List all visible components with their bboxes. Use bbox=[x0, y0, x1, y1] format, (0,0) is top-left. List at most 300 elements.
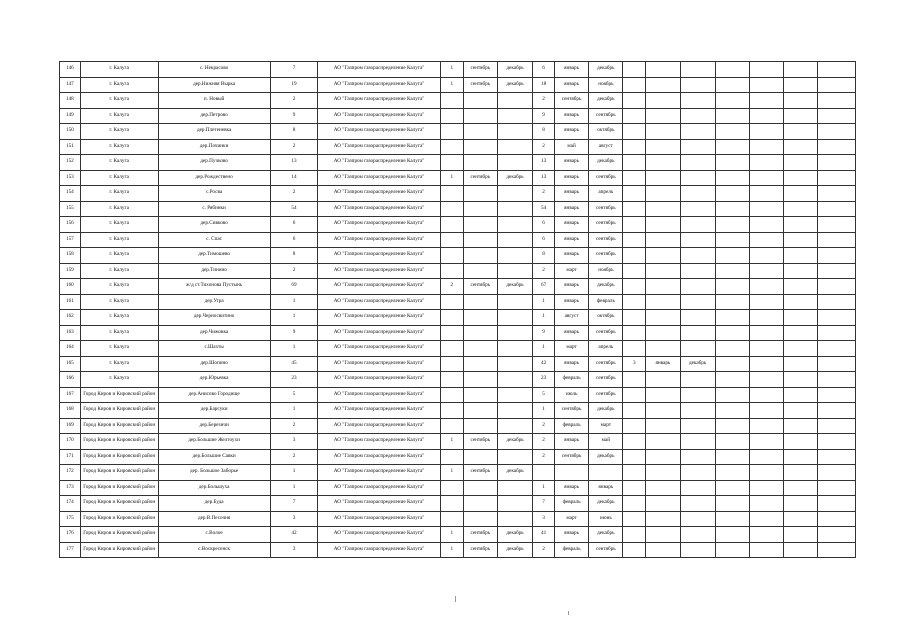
table-cell: 150 bbox=[60, 124, 81, 140]
table-cell: февраль bbox=[554, 372, 588, 388]
table-cell bbox=[818, 155, 856, 171]
table-cell bbox=[680, 496, 715, 512]
table-cell: 54 bbox=[270, 201, 318, 217]
table-cell: 9 bbox=[533, 108, 555, 124]
table-cell bbox=[440, 387, 463, 403]
table-cell: декабрь bbox=[589, 403, 623, 419]
table-cell: АО "Газпром газораспределение Калуга" bbox=[318, 155, 440, 171]
table-row bbox=[60, 325, 856, 341]
table-cell bbox=[440, 155, 463, 171]
table-cell bbox=[440, 93, 463, 109]
table-cell bbox=[680, 511, 715, 527]
table-cell bbox=[440, 480, 463, 496]
table-cell bbox=[463, 310, 497, 326]
table-cell bbox=[646, 217, 680, 233]
table-cell bbox=[750, 108, 784, 124]
table-row bbox=[60, 480, 856, 496]
table-cell bbox=[646, 108, 680, 124]
table-cell: Город Киров и Кировский район bbox=[80, 496, 158, 512]
table-cell: 2 bbox=[533, 186, 555, 202]
table-cell: декабрь bbox=[680, 356, 715, 372]
table-cell bbox=[440, 263, 463, 279]
table-cell bbox=[463, 387, 497, 403]
table-cell: май bbox=[554, 139, 588, 155]
table-cell bbox=[646, 62, 680, 78]
table-cell: 1 bbox=[440, 77, 463, 93]
table-cell bbox=[440, 356, 463, 372]
table-cell bbox=[497, 139, 532, 155]
table-cell: декабрь bbox=[497, 279, 532, 295]
table-cell bbox=[680, 449, 715, 465]
table-cell bbox=[646, 124, 680, 140]
table-cell bbox=[646, 232, 680, 248]
table-cell: 146 bbox=[60, 62, 81, 78]
table-cell: АО "Газпром газораспределение Калуга" bbox=[318, 341, 440, 357]
table-cell bbox=[623, 294, 646, 310]
table-cell bbox=[646, 201, 680, 217]
table-cell bbox=[680, 465, 715, 481]
table-cell: АО "Газпром газораспределение Калуга" bbox=[318, 217, 440, 233]
table-cell: январь bbox=[554, 325, 588, 341]
table-cell: сентябрь bbox=[589, 108, 623, 124]
table-cell bbox=[715, 279, 749, 295]
table-row bbox=[60, 496, 856, 512]
table-cell: дер.Юрьевка bbox=[158, 372, 270, 388]
table-cell: АО "Газпром газораспределение Калуга" bbox=[318, 372, 440, 388]
table-cell: 5 bbox=[270, 387, 318, 403]
table-cell: сентябрь bbox=[589, 356, 623, 372]
table-row bbox=[60, 527, 856, 543]
table-cell: 69 bbox=[270, 279, 318, 295]
table-cell bbox=[715, 325, 749, 341]
table-cell bbox=[646, 511, 680, 527]
table-cell bbox=[680, 263, 715, 279]
table-row bbox=[60, 186, 856, 202]
table-cell: сентябрь bbox=[589, 325, 623, 341]
table-cell bbox=[646, 496, 680, 512]
table-cell: 1 bbox=[270, 480, 318, 496]
table-cell: 9 bbox=[270, 108, 318, 124]
table-cell: дер.Рождествено bbox=[158, 170, 270, 186]
table-cell bbox=[646, 77, 680, 93]
table-cell: АО "Газпром газораспределение Калуга" bbox=[318, 511, 440, 527]
table-row bbox=[60, 77, 856, 93]
table-cell bbox=[646, 542, 680, 558]
table-cell: 149 bbox=[60, 108, 81, 124]
table-cell: 1 bbox=[533, 341, 555, 357]
table-cell: сентябрь bbox=[463, 434, 497, 450]
table-cell bbox=[818, 465, 856, 481]
table-cell: АО "Газпром газораспределение Калуга" bbox=[318, 465, 440, 481]
table-cell: 1 bbox=[440, 542, 463, 558]
table-cell bbox=[784, 511, 818, 527]
table-cell: 151 bbox=[60, 139, 81, 155]
table-row bbox=[60, 108, 856, 124]
table-row bbox=[60, 341, 856, 357]
table-cell bbox=[680, 155, 715, 171]
table-cell bbox=[623, 217, 646, 233]
table-cell bbox=[715, 248, 749, 264]
table-cell: 171 bbox=[60, 449, 81, 465]
table-cell bbox=[750, 496, 784, 512]
table-cell bbox=[818, 77, 856, 93]
table-cell: 2 bbox=[533, 449, 555, 465]
table-cell bbox=[623, 387, 646, 403]
table-cell bbox=[463, 124, 497, 140]
table-cell: март bbox=[589, 418, 623, 434]
table-row bbox=[60, 170, 856, 186]
table-row bbox=[60, 217, 856, 233]
table-cell: 42 bbox=[270, 527, 318, 543]
table-cell bbox=[497, 201, 532, 217]
table-cell: 9 bbox=[270, 325, 318, 341]
table-cell bbox=[680, 93, 715, 109]
table-cell: с.Воскресенск bbox=[158, 542, 270, 558]
table-cell: 7 bbox=[270, 496, 318, 512]
table-cell: январь bbox=[554, 62, 588, 78]
table-cell bbox=[463, 139, 497, 155]
table-cell: 8 bbox=[533, 248, 555, 264]
table-cell bbox=[818, 480, 856, 496]
table-cell bbox=[818, 201, 856, 217]
table-cell bbox=[440, 217, 463, 233]
table-cell: Город Киров и Кировский район bbox=[80, 403, 158, 419]
table-row bbox=[60, 465, 856, 481]
table-cell bbox=[715, 310, 749, 326]
table-cell: сентябрь bbox=[589, 232, 623, 248]
table-cell: 2 bbox=[270, 449, 318, 465]
table-cell: 1 bbox=[440, 170, 463, 186]
table-cell bbox=[680, 310, 715, 326]
table-cell bbox=[623, 511, 646, 527]
table-cell: февраль bbox=[554, 418, 588, 434]
table-cell: 2 bbox=[533, 139, 555, 155]
table-cell bbox=[818, 372, 856, 388]
table-cell: дер.Большие Желтоухи bbox=[158, 434, 270, 450]
table-cell: 160 bbox=[60, 279, 81, 295]
table-cell bbox=[623, 155, 646, 171]
table-cell: АО "Газпром газораспределение Калуга" bbox=[318, 294, 440, 310]
table-cell: АО "Газпром газораспределение Калуга" bbox=[318, 124, 440, 140]
table-cell: 9 bbox=[533, 325, 555, 341]
table-cell bbox=[440, 511, 463, 527]
table-cell bbox=[818, 418, 856, 434]
table-cell: 1 bbox=[533, 294, 555, 310]
table-cell: 14 bbox=[270, 170, 318, 186]
table-cell: 13 bbox=[533, 155, 555, 171]
table-cell: 1 bbox=[440, 465, 463, 481]
table-cell bbox=[750, 325, 784, 341]
table-cell: декабрь bbox=[497, 77, 532, 93]
table-cell: 2 bbox=[533, 418, 555, 434]
table-cell bbox=[646, 155, 680, 171]
table-cell bbox=[440, 325, 463, 341]
table-cell bbox=[463, 341, 497, 357]
table-cell: январь bbox=[554, 217, 588, 233]
table-cell: декабрь bbox=[589, 496, 623, 512]
table-cell: 2 bbox=[440, 279, 463, 295]
table-cell: сентябрь bbox=[463, 170, 497, 186]
table-cell: апрель bbox=[589, 186, 623, 202]
table-cell: 2 bbox=[270, 186, 318, 202]
table-cell bbox=[818, 294, 856, 310]
table-cell: 1 bbox=[270, 465, 318, 481]
table-cell: 1 bbox=[270, 310, 318, 326]
table-cell bbox=[497, 108, 532, 124]
table-cell bbox=[497, 310, 532, 326]
table-cell: АО "Газпром газораспределение Калуга" bbox=[318, 418, 440, 434]
table-cell bbox=[440, 310, 463, 326]
table-cell: г. Калуга bbox=[80, 248, 158, 264]
table-cell: январь bbox=[554, 279, 588, 295]
table-cell bbox=[497, 186, 532, 202]
table-cell: Город Киров и Кировский район bbox=[80, 387, 158, 403]
table-cell: 173 bbox=[60, 480, 81, 496]
table-cell bbox=[818, 542, 856, 558]
table-cell bbox=[440, 449, 463, 465]
table-cell bbox=[818, 170, 856, 186]
table-cell bbox=[646, 263, 680, 279]
table-cell: 5 bbox=[533, 387, 555, 403]
table-cell bbox=[646, 93, 680, 109]
table-cell: 176 bbox=[60, 527, 81, 543]
table-cell bbox=[818, 248, 856, 264]
table-cell bbox=[463, 108, 497, 124]
table-cell bbox=[497, 248, 532, 264]
table-cell: 2 bbox=[533, 263, 555, 279]
table-cell bbox=[680, 186, 715, 202]
table-cell bbox=[440, 232, 463, 248]
table-cell: сентябрь bbox=[463, 279, 497, 295]
table-cell bbox=[463, 263, 497, 279]
table-cell bbox=[750, 449, 784, 465]
table-row bbox=[60, 248, 856, 264]
table-cell bbox=[750, 465, 784, 481]
table-cell: 2 bbox=[270, 93, 318, 109]
table-cell: ноябрь bbox=[589, 263, 623, 279]
table-cell: декабрь bbox=[497, 434, 532, 450]
table-cell: 168 bbox=[60, 403, 81, 419]
table-cell: 156 bbox=[60, 217, 81, 233]
table-cell: 6 bbox=[533, 217, 555, 233]
table-cell bbox=[463, 418, 497, 434]
table-cell: 167 bbox=[60, 387, 81, 403]
table-cell: дер.Петрово bbox=[158, 108, 270, 124]
table-cell: АО "Газпром газораспределение Калуга" bbox=[318, 480, 440, 496]
table-cell: АО "Газпром газораспределение Калуга" bbox=[318, 77, 440, 93]
table-cell: июль bbox=[554, 387, 588, 403]
table-cell bbox=[784, 434, 818, 450]
table-cell bbox=[646, 465, 680, 481]
table-cell: АО "Газпром газораспределение Калуга" bbox=[318, 139, 440, 155]
table-cell: 7 bbox=[533, 496, 555, 512]
table-cell bbox=[784, 186, 818, 202]
table-cell bbox=[818, 356, 856, 372]
table-cell: Город Киров и Кировский район bbox=[80, 480, 158, 496]
table-cell bbox=[784, 248, 818, 264]
table-cell bbox=[623, 186, 646, 202]
table-cell bbox=[715, 465, 749, 481]
table-cell bbox=[680, 232, 715, 248]
table-cell: декабрь bbox=[497, 62, 532, 78]
table-cell: 172 bbox=[60, 465, 81, 481]
table-cell: АО "Газпром газораспределение Калуга" bbox=[318, 403, 440, 419]
table-cell bbox=[715, 434, 749, 450]
table-cell: г. Калуга bbox=[80, 279, 158, 295]
table-cell bbox=[750, 294, 784, 310]
table-cell: декабрь bbox=[589, 527, 623, 543]
table-cell: с. Некрасово bbox=[158, 62, 270, 78]
table-cell bbox=[623, 124, 646, 140]
table-cell: 1 bbox=[270, 403, 318, 419]
table-cell bbox=[497, 341, 532, 357]
table-cell bbox=[784, 108, 818, 124]
table-row bbox=[60, 418, 856, 434]
table-cell: дер.В.Песочня bbox=[158, 511, 270, 527]
table-cell bbox=[784, 139, 818, 155]
table-cell bbox=[440, 496, 463, 512]
table-cell bbox=[750, 248, 784, 264]
table-cell: январь bbox=[554, 232, 588, 248]
table-cell bbox=[680, 418, 715, 434]
table-cell bbox=[463, 232, 497, 248]
table-cell bbox=[750, 480, 784, 496]
table-cell bbox=[680, 77, 715, 93]
table-cell: 1 bbox=[270, 294, 318, 310]
table-cell: г. Калуга bbox=[80, 310, 158, 326]
table-cell: 174 bbox=[60, 496, 81, 512]
table-row bbox=[60, 434, 856, 450]
table-cell: 3 bbox=[270, 511, 318, 527]
table-cell bbox=[623, 108, 646, 124]
table-cell bbox=[818, 403, 856, 419]
table-cell: 157 bbox=[60, 232, 81, 248]
table-cell bbox=[623, 496, 646, 512]
table-cell bbox=[818, 139, 856, 155]
table-cell: дер.Нижняя Вырка bbox=[158, 77, 270, 93]
table-cell: 3 bbox=[270, 542, 318, 558]
table-cell bbox=[715, 372, 749, 388]
table-cell bbox=[784, 294, 818, 310]
table-cell bbox=[463, 480, 497, 496]
table-cell: 1 bbox=[533, 480, 555, 496]
table-cell bbox=[680, 480, 715, 496]
table-cell: г. Калуга bbox=[80, 356, 158, 372]
table-cell: декабрь bbox=[589, 93, 623, 109]
table-cell: сентябрь bbox=[554, 93, 588, 109]
table-cell: декабрь bbox=[589, 279, 623, 295]
table-cell bbox=[750, 201, 784, 217]
table-cell bbox=[750, 217, 784, 233]
table-row bbox=[60, 139, 856, 155]
table-cell: 155 bbox=[60, 201, 81, 217]
table-cell bbox=[784, 527, 818, 543]
table-cell: 6 bbox=[533, 62, 555, 78]
table-cell: дер.Большуха bbox=[158, 480, 270, 496]
table-cell bbox=[646, 372, 680, 388]
table-row bbox=[60, 93, 856, 109]
table-cell bbox=[623, 232, 646, 248]
table-cell: ноябрь bbox=[589, 77, 623, 93]
table-cell bbox=[680, 527, 715, 543]
table-cell bbox=[715, 93, 749, 109]
table-cell: 3 bbox=[270, 434, 318, 450]
table-cell: дер.Тимошево bbox=[158, 248, 270, 264]
table-cell: с.Росва bbox=[158, 186, 270, 202]
table-cell bbox=[750, 527, 784, 543]
table-cell: АО "Газпром газораспределение Калуга" bbox=[318, 279, 440, 295]
table-cell bbox=[680, 170, 715, 186]
table-cell: январь bbox=[554, 155, 588, 171]
table-cell bbox=[680, 403, 715, 419]
table-cell: февраль bbox=[589, 294, 623, 310]
table-cell: 170 bbox=[60, 434, 81, 450]
table-cell: п. Новый bbox=[158, 93, 270, 109]
table-cell: январь bbox=[554, 124, 588, 140]
table-cell bbox=[440, 201, 463, 217]
table-cell: 148 bbox=[60, 93, 81, 109]
table-cell: декабрь bbox=[497, 542, 532, 558]
table-cell bbox=[818, 310, 856, 326]
table-cell: АО "Газпром газораспределение Калуга" bbox=[318, 356, 440, 372]
table-cell: 2 bbox=[270, 418, 318, 434]
table-cell bbox=[623, 248, 646, 264]
table-cell bbox=[646, 480, 680, 496]
table-cell bbox=[680, 124, 715, 140]
table-cell: 8 bbox=[270, 248, 318, 264]
table-cell bbox=[715, 139, 749, 155]
table-cell: 159 bbox=[60, 263, 81, 279]
table-cell bbox=[463, 155, 497, 171]
table-cell: АО "Газпром газораспределение Калуга" bbox=[318, 170, 440, 186]
table-cell: Город Киров и Кировский район bbox=[80, 434, 158, 450]
table-cell bbox=[680, 108, 715, 124]
table-cell bbox=[440, 139, 463, 155]
table-cell: март bbox=[554, 341, 588, 357]
table-cell: сентябрь bbox=[554, 403, 588, 419]
table-cell bbox=[463, 201, 497, 217]
table-cell bbox=[715, 418, 749, 434]
table-cell bbox=[680, 294, 715, 310]
table-cell: АО "Газпром газораспределение Калуга" bbox=[318, 186, 440, 202]
table-cell bbox=[750, 93, 784, 109]
table-cell bbox=[440, 341, 463, 357]
table-cell bbox=[680, 434, 715, 450]
table-cell bbox=[497, 480, 532, 496]
table-cell: г. Калуга bbox=[80, 217, 158, 233]
table-cell bbox=[818, 263, 856, 279]
table-cell: с. Спас bbox=[158, 232, 270, 248]
table-cell bbox=[818, 279, 856, 295]
table-cell: г. Калуга bbox=[80, 124, 158, 140]
table-cell bbox=[680, 372, 715, 388]
table-row bbox=[60, 124, 856, 140]
table-cell: 169 bbox=[60, 418, 81, 434]
table-cell bbox=[497, 217, 532, 233]
table-cell: г. Калуга bbox=[80, 62, 158, 78]
scan-mark bbox=[568, 611, 569, 615]
table-cell bbox=[715, 496, 749, 512]
table-cell: 1 bbox=[270, 341, 318, 357]
table-cell bbox=[750, 310, 784, 326]
table-body bbox=[60, 62, 856, 558]
table-cell: 158 bbox=[60, 248, 81, 264]
table-cell: 153 bbox=[60, 170, 81, 186]
table-cell bbox=[497, 372, 532, 388]
table-cell bbox=[818, 93, 856, 109]
table-cell: сентябрь bbox=[589, 201, 623, 217]
table-cell bbox=[463, 496, 497, 512]
